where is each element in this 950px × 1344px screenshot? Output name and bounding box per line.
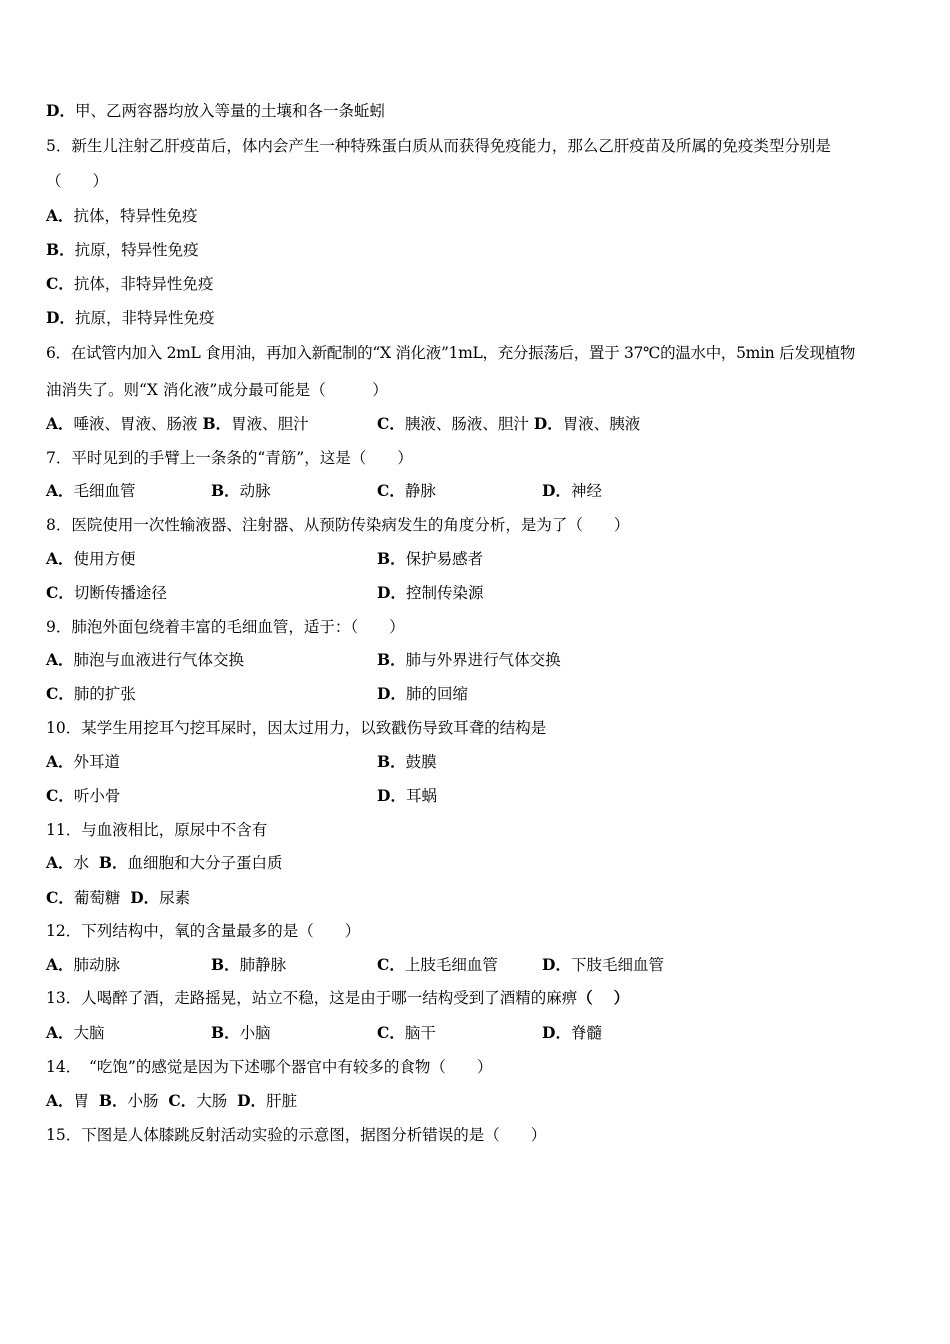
q9-option-d <box>377 683 468 705</box>
q5-stem-cont: （ ） <box>46 172 109 190</box>
q9-options-row2 <box>46 683 910 705</box>
q8-option-b <box>377 548 483 570</box>
option-letter: D． <box>237 1091 267 1110</box>
q14-option-b <box>99 1092 159 1110</box>
q12-stem: 12．下列结构中，氧的含量最多的是（ ） <box>46 922 361 940</box>
option-text: 肝脏 <box>266 1092 298 1110</box>
q13-stem: 13．人喝醉了酒，走路摇晃，站立不稳，这是由于哪一结构受到了酒精的麻痹 <box>46 989 578 1007</box>
option-text: 肺的扩张 <box>73 685 136 703</box>
option-letter: D． <box>377 786 406 805</box>
q6-stem-cont: 油消失了。则“X 消化液”成分最可能是（ ） <box>46 381 388 399</box>
option-letter: C． <box>377 481 405 500</box>
q14-option-c <box>168 1092 227 1110</box>
q13-stem-line <box>46 987 910 1009</box>
q15-stem: 15．下图是人体膝跳反射活动实验的示意图，据图分析错误的是（ ） <box>46 1126 547 1144</box>
option-letter: C． <box>168 1091 197 1110</box>
option-text: 尿素 <box>159 889 191 907</box>
q10-option-a <box>46 751 120 773</box>
q13-option-c <box>377 1022 436 1044</box>
option-text: 肺动脉 <box>73 956 121 974</box>
option-letter: B． <box>98 1091 128 1110</box>
option-text: 保护易感者 <box>405 550 484 568</box>
q12-option-b <box>211 954 286 976</box>
option-text: 甲、乙两容器均放入等量的土壤和各一条蚯蚓 <box>74 102 385 120</box>
q6-option-c <box>377 413 640 435</box>
option-letter: B． <box>211 1023 240 1042</box>
q6-option-d <box>534 415 640 433</box>
q11-option-a <box>46 854 89 872</box>
q11-options-row1 <box>46 852 910 874</box>
q13-option-b <box>211 1022 271 1044</box>
q11-options-row2 <box>46 887 910 909</box>
q5-option-c <box>46 273 910 295</box>
option-letter: A． <box>46 206 74 225</box>
q13-option-a <box>46 1022 105 1044</box>
q10-option-b <box>377 751 437 773</box>
option-text: 胰液、肠液、胆汁 <box>404 415 529 433</box>
option-text: 葡萄糖 <box>73 889 121 907</box>
option-letter: B． <box>377 650 406 669</box>
option-letter: B． <box>377 752 406 771</box>
option-letter: C． <box>377 414 405 433</box>
q7-stem: 7．平时见到的手臂上一条条的“青筋”，这是（ ） <box>46 449 413 467</box>
option-text: 鼓膜 <box>405 753 437 771</box>
option-letter: C． <box>46 274 74 293</box>
option-letter: D． <box>533 414 563 433</box>
q10-options-row2 <box>46 785 910 807</box>
q7-option-a <box>46 480 136 502</box>
option-letter: A． <box>46 650 74 669</box>
option-text: 唾液、胃液、肠液 <box>73 415 198 433</box>
q10-option-d <box>377 785 437 807</box>
option-letter: A． <box>46 549 74 568</box>
option-text: 毛细血管 <box>73 482 136 500</box>
option-letter: A． <box>46 414 74 433</box>
q9-option-b <box>377 649 561 671</box>
option-text: 肺与外界进行气体交换 <box>405 651 561 669</box>
q13-options <box>46 1022 910 1044</box>
option-letter: C． <box>377 1023 405 1042</box>
option-text: 胃 <box>73 1092 90 1110</box>
option-letter: C． <box>46 786 74 805</box>
option-letter: A． <box>46 1023 74 1042</box>
option-text: 使用方便 <box>73 550 136 568</box>
option-text: 抗体，特异性免疫 <box>73 207 198 225</box>
option-text: 下肢毛细血管 <box>570 956 664 974</box>
option-letter: A． <box>46 955 74 974</box>
q14-option-a <box>46 1092 89 1110</box>
q6-option-a <box>46 415 198 433</box>
q12-option-c <box>377 954 498 976</box>
option-text: 肺静脉 <box>239 956 287 974</box>
option-text: 抗原，特异性免疫 <box>74 241 199 259</box>
option-letter: D． <box>542 481 571 500</box>
option-letter: D． <box>46 101 75 120</box>
option-text: 胃液、胰液 <box>562 415 641 433</box>
q8-option-a <box>46 548 136 570</box>
q9-option-c <box>46 683 136 705</box>
option-letter: B． <box>98 853 128 872</box>
option-letter: B． <box>211 481 240 500</box>
q6-option-b <box>202 415 308 433</box>
q5-option-b <box>46 239 910 261</box>
option-text: 小脑 <box>239 1024 271 1042</box>
q7-options <box>46 480 910 502</box>
option-text: 水 <box>73 854 90 872</box>
option-letter: B． <box>46 240 75 259</box>
option-letter: D． <box>46 308 75 327</box>
q13-paren: （ ） <box>577 988 630 1007</box>
q5-option-a <box>46 205 910 227</box>
option-text: 胃液、胆汁 <box>231 415 309 433</box>
q5-option-d <box>46 307 910 329</box>
option-letter: B． <box>377 549 406 568</box>
q8-options-row2 <box>46 582 910 604</box>
option-letter: D． <box>377 684 406 703</box>
option-text: 神经 <box>570 482 602 500</box>
option-text: 外耳道 <box>73 753 121 771</box>
option-text: 抗体，非特异性免疫 <box>73 275 214 293</box>
option-letter: A． <box>46 481 74 500</box>
option-letter: A． <box>46 1091 74 1110</box>
option-letter: D． <box>130 888 160 907</box>
q6-options <box>46 413 910 435</box>
q12-options <box>46 954 910 976</box>
option-letter: D． <box>377 583 406 602</box>
option-letter: D． <box>542 1023 571 1042</box>
q8-option-d <box>377 582 483 604</box>
option-letter: B． <box>202 414 232 433</box>
q8-options-row1 <box>46 548 910 570</box>
q14-stem: 14． “吃饱”的感觉是因为下述哪个器官中有较多的食物（ ） <box>46 1058 493 1076</box>
q8-option-c <box>46 582 167 604</box>
q12-option-a <box>46 954 120 976</box>
option-text: 小肠 <box>127 1092 159 1110</box>
q11-option-b <box>99 854 283 872</box>
option-letter: D． <box>542 955 571 974</box>
option-text: 静脉 <box>404 482 436 500</box>
q11-option-d <box>130 889 190 907</box>
q12-option-d <box>542 954 664 976</box>
option-text: 耳蜗 <box>405 787 437 805</box>
option-letter: B． <box>211 955 240 974</box>
option-letter: C． <box>46 684 74 703</box>
q13-option-d <box>542 1022 602 1044</box>
option-letter: C． <box>377 955 405 974</box>
q4-option-d <box>46 100 910 122</box>
option-text: 听小骨 <box>73 787 121 805</box>
q14-options <box>46 1090 910 1112</box>
q14-option-d <box>237 1092 297 1110</box>
q11-option-c <box>46 889 120 907</box>
q7-option-c <box>377 480 436 502</box>
option-text: 上肢毛细血管 <box>404 956 498 974</box>
q7-option-b <box>211 480 271 502</box>
option-text: 血细胞和大分子蛋白质 <box>127 854 283 872</box>
option-text: 抗原，非特异性免疫 <box>74 309 215 327</box>
q11-stem: 11．与血液相比，原尿中不含有 <box>46 821 268 839</box>
option-text: 控制传染源 <box>405 584 484 602</box>
option-text: 脊髓 <box>570 1024 602 1042</box>
option-text: 切断传播途径 <box>73 584 167 602</box>
q5-stem: 5．新生儿注射乙肝疫苗后，体内会产生一种特殊蛋白质从而获得免疫能力，那么乙肝疫苗及所属的免疫类型分别是 <box>46 137 831 155</box>
q6-stem: 6．在试管内加入 2mL 食用油，再加入新配制的“X 消化液”1mL，充分振荡后，置于 37℃的温水中，5min 后发现植物 <box>46 344 856 362</box>
option-text: 大脑 <box>73 1024 105 1042</box>
option-text: 动脉 <box>239 482 271 500</box>
option-text: 脑干 <box>404 1024 436 1042</box>
q9-stem: 9．肺泡外面包绕着丰富的毛细血管，适于：（ ） <box>46 618 405 636</box>
q10-options-row1 <box>46 751 910 773</box>
q9-options-row1 <box>46 649 910 671</box>
q7-option-d <box>542 480 602 502</box>
q9-option-a <box>46 649 244 671</box>
option-letter: C． <box>46 888 74 907</box>
q8-stem: 8．医院使用一次性输液器、注射器、从预防传染病发生的角度分析，是为了（ ） <box>46 516 630 534</box>
q10-option-c <box>46 785 120 807</box>
option-text: 肺泡与血液进行气体交换 <box>73 651 245 669</box>
option-letter: A． <box>46 752 74 771</box>
option-letter: C． <box>46 583 74 602</box>
option-letter: A． <box>46 853 74 872</box>
q10-stem: 10．某学生用挖耳勺挖耳屎时，因太过用力，以致戳伤导致耳聋的结构是 <box>46 719 547 737</box>
option-text: 肺的回缩 <box>405 685 468 703</box>
option-text: 大肠 <box>196 1092 228 1110</box>
